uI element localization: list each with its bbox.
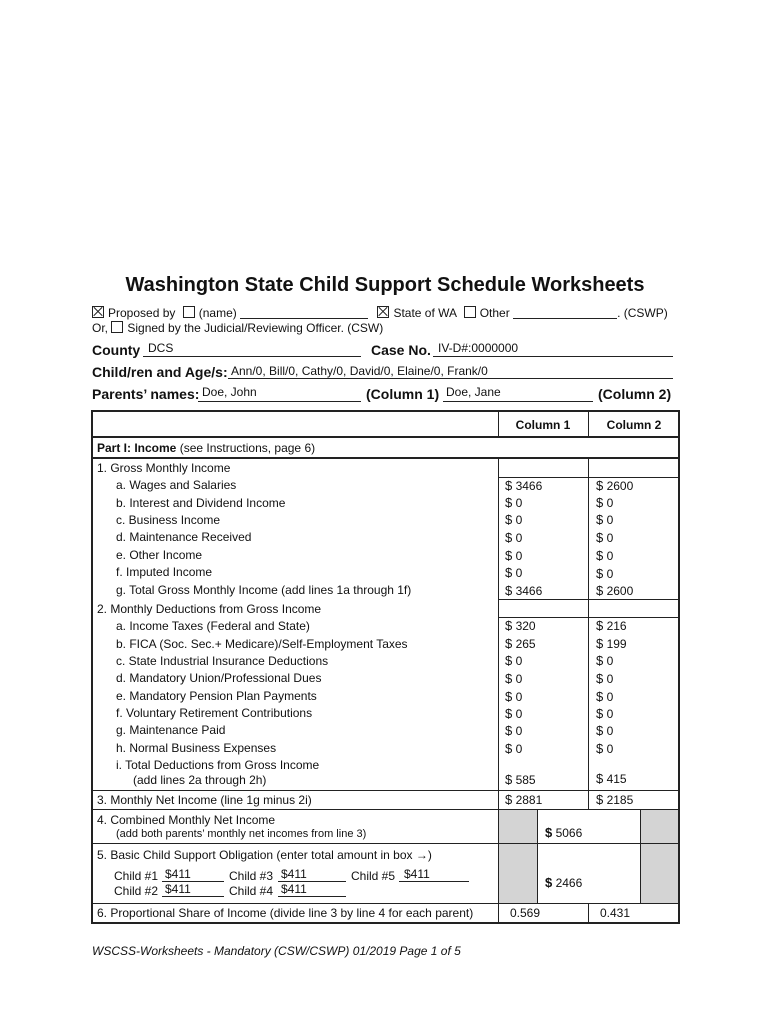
deduction-row-d-c1[interactable] xyxy=(505,671,522,686)
line5-value[interactable] xyxy=(545,875,582,890)
line1g-rule xyxy=(498,599,680,600)
income-row-d-c2-value: 0 xyxy=(606,531,614,545)
line5-bottom-line xyxy=(91,903,680,904)
line6-c2[interactable]: 0.431 xyxy=(600,906,631,920)
income-row-a-c1-value: 3466 xyxy=(515,479,543,493)
line4-label-1: 4. Combined Monthly Net Income xyxy=(97,813,276,827)
name-checkbox[interactable] xyxy=(183,306,195,318)
proposed-line xyxy=(92,306,668,320)
line6-c1[interactable]: 0.569 xyxy=(510,906,541,920)
col1-left-divider xyxy=(498,458,499,843)
income-row-f-label: f. Imputed Income xyxy=(116,565,213,579)
part1-title xyxy=(97,441,315,455)
child4-underline xyxy=(278,896,346,897)
line2i-c1[interactable] xyxy=(505,772,536,787)
deduction-row-h-c1-value: 0 xyxy=(515,742,523,756)
income-row-e-c1-value: 0 xyxy=(515,549,523,563)
income-row-a-c2-value: 2600 xyxy=(606,479,634,493)
signed-label: Signed by the Judicial/Reviewing Officer. (CSW) xyxy=(127,321,384,335)
deduction-row-f-c1[interactable] xyxy=(505,706,522,721)
deduction-row-c-c1[interactable] xyxy=(505,653,522,668)
deduction-row-a-c1-value: 320 xyxy=(515,619,536,633)
column1-label: (Column 1) xyxy=(366,386,440,402)
line3-c2[interactable] xyxy=(596,792,633,807)
line2i-c2-value: 415 xyxy=(606,772,627,786)
proposed-by-checkbox[interactable] xyxy=(92,306,104,318)
cswp-label: . (CSWP) xyxy=(617,306,668,320)
income-row-a-c2[interactable] xyxy=(596,478,633,493)
line5-shade-left xyxy=(498,844,537,903)
line3-c2-value: 2185 xyxy=(606,793,634,807)
dollar-sign: $ xyxy=(505,583,513,598)
deduction-row-b-label: b. FICA (Soc. Sec.+ Medicare)/Self-Employment Taxes xyxy=(116,637,408,651)
income-row-d-c2[interactable] xyxy=(596,530,613,545)
page-footer: WSCSS-Worksheets - Mandatory (CSW/CSWP) 01/2019 Page 1 of 5 xyxy=(92,944,461,958)
deduction-row-f-c1-value: 0 xyxy=(515,707,523,721)
line3-label: 3. Monthly Net Income (line 1g minus 2i) xyxy=(97,793,312,807)
income-row-g-label: g. Total Gross Monthly Income (add lines 1a through 1f) xyxy=(116,583,412,597)
parent2-value[interactable]: Doe, Jane xyxy=(446,385,501,399)
income-row-c-c2[interactable] xyxy=(596,512,613,527)
dollar-sign: $ xyxy=(596,741,604,756)
line4-shade-right xyxy=(640,809,678,843)
income-row-b-c1-value: 0 xyxy=(515,496,523,510)
dollar-sign: $ xyxy=(505,530,513,545)
dollar-sign: $ xyxy=(505,512,513,527)
child2-label: Child #2 xyxy=(114,884,159,898)
children-value[interactable]: Ann/0, Bill/0, Cathy/0, David/0, Elaine/0, Frank/0 xyxy=(231,364,488,378)
county-underline xyxy=(143,356,361,357)
income-row-f-c2-value: 0 xyxy=(606,567,614,581)
child2-underline xyxy=(162,896,224,897)
line5-value-text: 2466 xyxy=(555,876,583,890)
dollar-sign: $ xyxy=(596,792,604,807)
income-row-f-c2[interactable] xyxy=(596,566,613,581)
dollar-sign: $ xyxy=(596,495,604,510)
header-bottom-line xyxy=(91,436,680,438)
dollar-sign: $ xyxy=(596,512,604,527)
deduction-row-h-c2[interactable] xyxy=(596,741,613,756)
income-row-f-c1-value: 0 xyxy=(515,566,523,580)
child1-value[interactable]: $411 xyxy=(165,867,191,881)
child4-value[interactable]: $411 xyxy=(281,882,307,896)
child3-label: Child #3 xyxy=(229,869,274,883)
county-value[interactable]: DCS xyxy=(148,341,174,355)
deduction-row-c-label: c. State Industrial Insurance Deductions xyxy=(116,654,329,668)
dollar-sign: $ xyxy=(596,771,604,786)
dollar-sign: $ xyxy=(505,618,513,633)
deduction-row-b-c2[interactable] xyxy=(596,636,627,651)
child4-label: Child #4 xyxy=(229,884,274,898)
part1-title-text: Part I: Income xyxy=(97,441,177,455)
combined-left-divider xyxy=(537,809,538,904)
child1-label: Child #1 xyxy=(114,869,159,883)
line3-c1-value: 2881 xyxy=(515,793,543,807)
parent1-value[interactable]: Doe, John xyxy=(202,385,257,399)
dollar-sign: $ xyxy=(505,495,513,510)
dollar-sign: $ xyxy=(596,566,604,581)
line1-label: 1. Gross Monthly Income xyxy=(97,461,231,475)
line5-label: 5. Basic Child Support Obligation (enter total amount in box →) xyxy=(97,848,432,862)
income-row-c-c1-value: 0 xyxy=(515,513,523,527)
dollar-sign: $ xyxy=(505,653,513,668)
dollar-sign: $ xyxy=(505,741,513,756)
deduction-row-d-label: d. Mandatory Union/Professional Dues xyxy=(116,671,322,685)
proposed-by-label: Proposed by xyxy=(108,306,176,320)
deduction-row-c-c1-value: 0 xyxy=(515,654,523,668)
state-of-wa-label: State of WA xyxy=(393,306,457,320)
line4-bottom-line xyxy=(91,843,680,844)
dollar-sign: $ xyxy=(596,530,604,545)
child5-value[interactable]: $411 xyxy=(404,867,430,881)
other-field[interactable] xyxy=(513,306,617,319)
deduction-row-g-c2[interactable] xyxy=(596,723,613,738)
line5-shade-right xyxy=(640,844,678,903)
dollar-sign: $ xyxy=(505,706,513,721)
dollar-sign: $ xyxy=(505,636,513,651)
line4-shade-left xyxy=(498,809,537,843)
deduction-row-h-label: h. Normal Business Expenses xyxy=(116,741,277,755)
county-label: County xyxy=(92,342,141,358)
dollar-sign: $ xyxy=(505,548,513,563)
parent1-underline xyxy=(198,401,361,402)
income-row-b-c2[interactable] xyxy=(596,495,613,510)
deduction-row-d-c2-value: 0 xyxy=(606,672,614,686)
dollar-sign: $ xyxy=(505,565,513,580)
income-row-e-c1[interactable] xyxy=(505,548,522,563)
line2i-c2[interactable] xyxy=(596,771,627,786)
deduction-row-f-label: f. Voluntary Retirement Contributions xyxy=(116,706,313,720)
other-checkbox[interactable] xyxy=(464,306,476,318)
income-row-e-c2-value: 0 xyxy=(606,549,614,563)
case-no-underline xyxy=(433,356,673,357)
name-label: (name) xyxy=(198,306,237,320)
line3-bottom-line xyxy=(91,809,680,810)
state-of-wa-checkbox[interactable] xyxy=(377,306,389,318)
column1-header: Column 1 xyxy=(515,418,571,432)
dollar-sign: $ xyxy=(596,706,604,721)
line6-divider-1 xyxy=(498,903,499,924)
line6-label: 6. Proportional Share of Income (divide line 3 by line 4 for each parent) xyxy=(97,906,474,920)
deduction-row-f-c2[interactable] xyxy=(596,706,613,721)
deduction-row-b-c2-value: 199 xyxy=(606,637,627,651)
other-label: Other xyxy=(479,306,510,320)
line4-value[interactable] xyxy=(545,825,582,840)
line2i-bottom-line xyxy=(91,790,680,791)
deduction-row-e-label: e. Mandatory Pension Plan Payments xyxy=(116,689,317,703)
deduction-row-c-c2-value: 0 xyxy=(606,654,614,668)
income-row-g-c1[interactable] xyxy=(505,583,542,598)
deduction-row-g-c1[interactable] xyxy=(505,723,522,738)
income-row-e-c2[interactable] xyxy=(596,548,613,563)
line6-divider-2 xyxy=(588,903,589,924)
income-row-c-label: c. Business Income xyxy=(116,513,221,527)
income-row-g-c2-value: 2600 xyxy=(606,584,634,598)
case-no-label: Case No. xyxy=(371,342,431,358)
deduction-row-c-c2[interactable] xyxy=(596,653,613,668)
deduction-row-g-label: g. Maintenance Paid xyxy=(116,723,226,737)
or-label: Or, xyxy=(92,321,109,335)
deduction-row-e-c1[interactable] xyxy=(505,689,522,704)
child5-underline xyxy=(399,881,469,882)
deduction-row-b-c1[interactable] xyxy=(505,636,536,651)
signed-checkbox[interactable] xyxy=(111,321,123,333)
parent2-underline xyxy=(443,401,593,402)
income-row-a-label: a. Wages and Salaries xyxy=(116,478,237,492)
dollar-sign: $ xyxy=(596,671,604,686)
combined-right-divider xyxy=(640,809,641,904)
case-no-value[interactable]: IV-D#:0000000 xyxy=(438,341,519,355)
deduction-row-h-c2-value: 0 xyxy=(606,742,614,756)
deduction-row-e-c2[interactable] xyxy=(596,689,613,704)
income-row-d-c1-value: 0 xyxy=(515,531,523,545)
income-row-c-c2-value: 0 xyxy=(606,513,614,527)
deduction-row-a-c1[interactable] xyxy=(505,618,536,633)
dollar-sign: $ xyxy=(505,689,513,704)
col2-left-divider xyxy=(588,458,589,809)
dollar-sign: $ xyxy=(596,583,604,598)
dollar-sign: $ xyxy=(596,653,604,668)
income-row-b-c2-value: 0 xyxy=(606,496,614,510)
dollar-sign: $ xyxy=(505,478,513,493)
line2i-c1-value: 585 xyxy=(515,773,536,787)
dollar-sign: $ xyxy=(505,671,513,686)
line2i-label-2: (add lines 2a through 2h) xyxy=(133,773,267,787)
deduction-row-h-c1[interactable] xyxy=(505,741,522,756)
income-row-e-label: e. Other Income xyxy=(116,548,203,562)
column2-label: (Column 2) xyxy=(598,386,672,402)
dollar-sign: $ xyxy=(505,792,513,807)
column2-header: Column 2 xyxy=(606,418,662,432)
line3-c1[interactable] xyxy=(505,792,542,807)
dollar-sign: $ xyxy=(545,825,553,840)
children-underline xyxy=(228,378,673,379)
deduction-row-e-c1-value: 0 xyxy=(515,690,523,704)
dollar-sign: $ xyxy=(545,875,553,890)
line4-value-text: 5066 xyxy=(555,826,583,840)
income-row-d-label: d. Maintenance Received xyxy=(116,530,252,544)
income-row-c-c1[interactable] xyxy=(505,512,522,527)
dollar-sign: $ xyxy=(596,689,604,704)
child3-value[interactable]: $411 xyxy=(281,867,307,881)
deduction-row-d-c2[interactable] xyxy=(596,671,613,686)
income-row-a-c1[interactable] xyxy=(505,478,542,493)
deduction-row-g-c2-value: 0 xyxy=(606,724,614,738)
deduction-row-d-c1-value: 0 xyxy=(515,672,523,686)
income-row-d-c1[interactable] xyxy=(505,530,522,545)
dollar-sign: $ xyxy=(596,478,604,493)
worksheet-title: Washington State Child Support Schedule Worksheets xyxy=(125,274,645,296)
parents-label: Parents’ names: xyxy=(92,386,200,402)
line4-label-2: (add both parents’ monthly net incomes from line 3) xyxy=(116,828,367,840)
part1-bottom-line xyxy=(91,457,680,459)
income-row-g-c1-value: 3466 xyxy=(515,584,543,598)
income-row-b-c1[interactable] xyxy=(505,495,522,510)
children-label: Child/ren and Age/s: xyxy=(92,364,228,380)
income-row-g-c2[interactable] xyxy=(596,583,633,598)
line2i-label-1: i. Total Deductions from Gross Income xyxy=(116,758,320,772)
child5-label: Child #5 xyxy=(351,869,396,883)
income-row-b-label: b. Interest and Dividend Income xyxy=(116,496,286,510)
dollar-sign: $ xyxy=(596,548,604,563)
deduction-row-g-c1-value: 0 xyxy=(515,724,523,738)
line5-left-divider xyxy=(498,843,499,904)
deduction-row-a-label: a. Income Taxes (Federal and State) xyxy=(116,619,310,633)
name-field[interactable] xyxy=(240,306,368,319)
line2-label: 2. Monthly Deductions from Gross Income xyxy=(97,602,322,616)
dollar-sign: $ xyxy=(596,636,604,651)
deduction-row-e-c2-value: 0 xyxy=(606,690,614,704)
deduction-row-a-c2-value: 216 xyxy=(606,619,627,633)
dollar-sign: $ xyxy=(596,618,604,633)
deduction-row-b-c1-value: 265 xyxy=(515,637,536,651)
deduction-row-f-c2-value: 0 xyxy=(606,707,614,721)
income-row-f-c1[interactable] xyxy=(505,565,522,580)
part1-note: (see Instructions, page 6) xyxy=(179,441,316,455)
dollar-sign: $ xyxy=(505,723,513,738)
signed-line xyxy=(92,321,383,335)
deduction-row-a-c2[interactable] xyxy=(596,618,627,633)
dollar-sign: $ xyxy=(505,772,513,787)
child2-value[interactable]: $411 xyxy=(165,882,191,896)
dollar-sign: $ xyxy=(596,723,604,738)
